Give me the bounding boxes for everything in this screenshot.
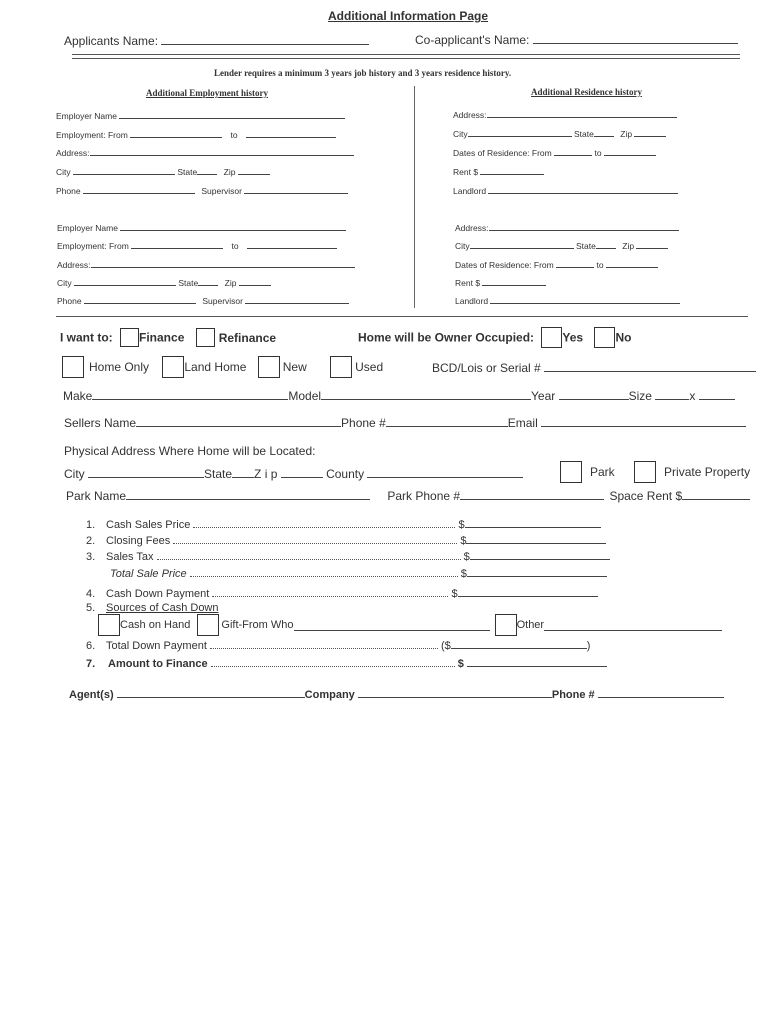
amount-to-finance-row [86, 656, 607, 670]
residence-address-field[interactable] [489, 220, 679, 231]
residence-to-field[interactable] [604, 145, 656, 156]
refinance-checkbox[interactable] [196, 328, 215, 347]
county-label: County [326, 467, 365, 481]
employment-to-field[interactable] [247, 238, 337, 249]
landlord-label: Landlord [455, 296, 489, 306]
employer-zip-label: Zip [224, 278, 237, 288]
page-title: Additional Information Page [328, 9, 489, 23]
home-type-row [62, 356, 383, 378]
finance-checkbox[interactable] [120, 328, 139, 347]
land-home-checkbox[interactable] [162, 356, 184, 378]
employer-state-label: State [178, 278, 199, 288]
sellers-name-field[interactable] [136, 416, 341, 427]
residence-rent-field[interactable] [482, 275, 546, 286]
sellers-name-label: Sellers Name [64, 416, 137, 430]
serial-row [432, 361, 756, 375]
used-checkbox[interactable] [330, 356, 352, 378]
employer-address-field[interactable] [91, 257, 355, 268]
gift-from-label: Gift-From Who [221, 619, 294, 631]
employer-phone-field[interactable] [84, 293, 196, 304]
location-zip-label: Z i p [254, 467, 278, 481]
employer-phone-label: Phone [57, 296, 82, 306]
residence-from-field[interactable] [554, 145, 592, 156]
sources-number: 5. [86, 602, 96, 614]
employment-heading: Additional Employment history [146, 88, 269, 98]
employer-name-row [56, 108, 345, 121]
employer-name-label: Employer Name [57, 223, 118, 233]
employer-address-label: Address: [57, 260, 91, 270]
employer-state-field[interactable] [198, 275, 218, 286]
cost-item-number: 2. [86, 535, 96, 547]
amount-currency: $ [457, 658, 464, 670]
leader-dots [212, 587, 448, 597]
employer-state-label: State [177, 167, 198, 177]
residence-zip-field[interactable] [634, 126, 666, 137]
landlord-label: Landlord [453, 186, 487, 196]
agent-phone-field[interactable] [598, 687, 724, 698]
agent-phone-label: Phone # [551, 689, 595, 701]
employment-dates-row [56, 127, 336, 140]
amount-number: 7. [86, 658, 96, 670]
employer-address-row [56, 145, 354, 158]
cost-item-label: Cash Sales Price [106, 519, 191, 531]
employer-city-label: City [56, 167, 71, 177]
sellers-email-field[interactable] [541, 416, 746, 427]
employment-to-field[interactable] [246, 127, 336, 138]
residence-zip-field[interactable] [636, 238, 668, 249]
residence-rent-row [455, 275, 546, 288]
employment-to-label: to [231, 241, 239, 251]
residence-rent-label: Rent $ [453, 167, 479, 177]
residence-landlord-row [453, 183, 678, 196]
year-field[interactable] [559, 389, 629, 400]
private-property-checkbox[interactable] [634, 461, 656, 483]
landlord-field[interactable] [490, 293, 680, 304]
employment-from-field[interactable] [131, 238, 223, 249]
residence-city-label: City [455, 241, 470, 251]
residence-state-label: State [574, 129, 594, 139]
leader-dots [211, 657, 455, 667]
leader-dots [193, 518, 455, 528]
supervisor-label: Supervisor [202, 296, 243, 306]
employer-city-row [56, 164, 270, 177]
divider [56, 316, 748, 317]
owner-occupied-label: Home will be Owner Occupied: [358, 330, 535, 345]
sellers-phone-label: Phone # [341, 416, 386, 430]
residence-address-label: Address: [455, 223, 489, 233]
space-rent-field[interactable] [682, 489, 750, 500]
serial-field[interactable] [544, 361, 756, 372]
residence-state-field[interactable] [596, 238, 616, 249]
total-sale-price-field[interactable] [467, 566, 607, 577]
residence-to-label: to [596, 260, 604, 270]
location-zip-field[interactable] [281, 467, 323, 478]
coapplicant-name-field[interactable] [533, 33, 738, 44]
lot-type-row [560, 461, 750, 483]
year-label: Year [531, 389, 556, 403]
owner-occupied-no-checkbox[interactable] [594, 327, 615, 348]
applicants-name-label: Applicants Name: [64, 34, 159, 48]
park-phone-label: Park Phone # [387, 489, 461, 503]
employer-name-field[interactable] [120, 220, 346, 231]
employer-phone-field[interactable] [83, 183, 195, 194]
residence-dates-row [455, 257, 658, 270]
total-down-field[interactable] [451, 638, 587, 649]
home-only-checkbox[interactable] [62, 356, 84, 378]
cost-item-number: 1. [86, 519, 96, 531]
gift-from-field[interactable] [294, 620, 490, 631]
home-only-label: Home Only [89, 360, 150, 374]
other-checkbox[interactable] [495, 614, 517, 636]
gift-checkbox[interactable] [197, 614, 219, 636]
park-checkbox[interactable] [560, 461, 582, 483]
size-length-field[interactable] [699, 389, 735, 400]
other-field[interactable] [544, 620, 722, 631]
size-label: Size [628, 389, 652, 403]
new-label: New [282, 360, 307, 374]
employer-phone-row [56, 183, 348, 196]
owner-occupied-yes-checkbox[interactable] [541, 327, 562, 348]
employer-city-field[interactable] [74, 275, 176, 286]
employment-from-label: Employment: From [56, 130, 128, 140]
model-field[interactable] [321, 389, 531, 400]
employment-from-field[interactable] [130, 127, 222, 138]
residence-city-field[interactable] [468, 126, 572, 137]
land-home-label: Land Home [184, 360, 247, 374]
park-label: Park [590, 465, 615, 479]
agents-label: Agent(s) [69, 689, 114, 701]
make-field[interactable] [92, 389, 288, 400]
i-want-to-row [60, 328, 276, 347]
residence-city-row [453, 126, 666, 139]
refinance-label: Refinance [218, 330, 277, 345]
location-row [64, 467, 523, 481]
location-city-label: City [64, 467, 85, 481]
cost-item [86, 517, 601, 531]
residence-zip-label: Zip [620, 129, 633, 139]
size-x-label: x [689, 389, 696, 403]
new-checkbox[interactable] [258, 356, 280, 378]
coapplicant-name-row [415, 33, 738, 47]
sellers-row [64, 416, 746, 430]
agents-field[interactable] [117, 687, 305, 698]
sales-tax-field[interactable] [470, 549, 610, 560]
park-phone-field[interactable] [460, 489, 604, 500]
sources-row [98, 614, 722, 636]
make-label: Make [63, 389, 93, 403]
employment-to-label: to [230, 130, 238, 140]
cost-item-number: 3. [86, 551, 96, 563]
supervisor-field[interactable] [244, 183, 348, 194]
employer-city-label: City [57, 278, 72, 288]
county-field[interactable] [367, 467, 523, 478]
total-down-close: ) [586, 640, 591, 652]
employer-address-label: Address: [56, 148, 90, 158]
total-down-label: Total Down Payment [106, 640, 207, 652]
location-city-field[interactable] [88, 467, 204, 478]
employer-state-field[interactable] [197, 164, 217, 175]
total-down-number: 6. [86, 640, 96, 652]
closing-fees-field[interactable] [466, 533, 606, 544]
employer-name-row [57, 220, 346, 233]
total-down-row [86, 638, 590, 652]
applicants-name-row [64, 34, 369, 48]
residence-from-label: Dates of Residence: From [455, 260, 554, 270]
residence-address-field[interactable] [487, 107, 677, 118]
no-label: No [615, 330, 632, 345]
cash-sales-price-field[interactable] [465, 517, 601, 528]
residence-address-row [455, 220, 679, 233]
park-name-row [66, 489, 750, 503]
space-rent-label: Space Rent $ [609, 489, 683, 503]
park-name-field[interactable] [126, 489, 370, 500]
cost-item-label: Sales Tax [106, 551, 154, 563]
cost-item-label: Closing Fees [106, 535, 171, 547]
employer-address-field[interactable] [90, 145, 354, 156]
location-state-field[interactable] [232, 467, 254, 478]
cost-item [86, 566, 607, 580]
residence-address-row [453, 107, 677, 120]
residence-to-label: to [594, 148, 602, 158]
employer-zip-field[interactable] [238, 164, 270, 175]
sources-heading [86, 602, 219, 614]
employer-phone-label: Phone [56, 186, 81, 196]
employment-from-label: Employment: From [57, 241, 129, 251]
cost-item-currency: $ [458, 519, 465, 531]
residence-rent-row [453, 164, 544, 177]
sources-label: Sources of Cash Down [106, 602, 219, 614]
sellers-phone-field[interactable] [386, 416, 508, 427]
serial-label: BCD/Lois or Serial # [432, 361, 541, 375]
private-property-label: Private Property [664, 465, 751, 479]
employer-name-field[interactable] [119, 108, 345, 119]
employer-zip-field[interactable] [239, 275, 271, 286]
other-label: Other [516, 619, 545, 631]
leader-dots [173, 534, 457, 544]
residence-rent-field[interactable] [480, 164, 544, 175]
residence-city-label: City [453, 129, 468, 139]
cash-on-hand-checkbox[interactable] [98, 614, 120, 636]
physical-address-heading: Physical Address Where Home will be Located: [64, 444, 316, 458]
residence-heading: Additional Residence history [531, 87, 643, 97]
applicants-name-field[interactable] [161, 34, 369, 45]
history-notice: Lender requires a minimum 3 years job history and 3 years residence history. [214, 68, 512, 78]
cost-item [86, 533, 606, 547]
cost-item [86, 586, 598, 600]
cost-item-number: 4. [86, 588, 96, 600]
agent-row [69, 687, 724, 701]
coapplicant-name-label: Co-applicant's Name: [415, 33, 530, 47]
cost-item-label: Total Sale Price [110, 568, 187, 580]
residence-from-field[interactable] [556, 257, 594, 268]
cost-item-currency: $ [451, 588, 458, 600]
residence-city-row [455, 238, 668, 251]
cost-item-currency: $ [460, 535, 467, 547]
employer-phone-row [57, 293, 349, 306]
employer-city-row [57, 275, 271, 288]
residence-state-label: State [576, 241, 596, 251]
leader-dots [157, 550, 461, 560]
residence-to-field[interactable] [606, 257, 658, 268]
finance-label: Finance [139, 330, 185, 345]
employer-city-field[interactable] [73, 164, 175, 175]
cost-item-currency: $ [460, 568, 467, 580]
employer-address-row [57, 257, 355, 270]
location-state-label: State [204, 467, 233, 481]
leader-dots [190, 567, 458, 577]
supervisor-field[interactable] [245, 293, 349, 304]
model-label: Model [288, 389, 322, 403]
cost-item [86, 549, 610, 563]
landlord-field[interactable] [488, 183, 678, 194]
residence-rent-label: Rent $ [455, 278, 481, 288]
size-width-field[interactable] [655, 389, 689, 400]
total-down-currency: ($ [441, 640, 451, 652]
company-label: Company [304, 689, 355, 701]
divider [72, 58, 740, 59]
residence-dates-row [453, 145, 656, 158]
residence-from-label: Dates of Residence: From [453, 148, 552, 158]
amount-to-finance-field[interactable] [467, 656, 607, 667]
employer-name-label: Employer Name [56, 111, 117, 121]
supervisor-label: Supervisor [201, 186, 242, 196]
make-row [63, 389, 735, 403]
divider [72, 54, 740, 55]
employment-dates-row [57, 238, 337, 251]
residence-city-field[interactable] [470, 238, 574, 249]
residence-zip-label: Zip [622, 241, 635, 251]
residence-state-field[interactable] [594, 126, 614, 137]
used-label: Used [355, 360, 384, 374]
sellers-email-label: Email [507, 416, 538, 430]
owner-occupied-row [358, 327, 631, 348]
leader-dots [210, 639, 438, 649]
amount-label: Amount to Finance [108, 658, 208, 670]
column-divider [414, 86, 415, 308]
employer-zip-label: Zip [223, 167, 236, 177]
yes-label: Yes [562, 330, 584, 345]
cost-item-label: Cash Down Payment [106, 588, 210, 600]
park-name-label: Park Name [66, 489, 127, 503]
residence-address-label: Address: [453, 110, 487, 120]
cost-item-currency: $ [463, 551, 470, 563]
cash-down-payment-field[interactable] [458, 586, 598, 597]
residence-landlord-row [455, 293, 680, 306]
i-want-to-label: I want to: [60, 330, 113, 345]
company-field[interactable] [358, 687, 552, 698]
cash-on-hand-label: Cash on Hand [120, 619, 191, 631]
